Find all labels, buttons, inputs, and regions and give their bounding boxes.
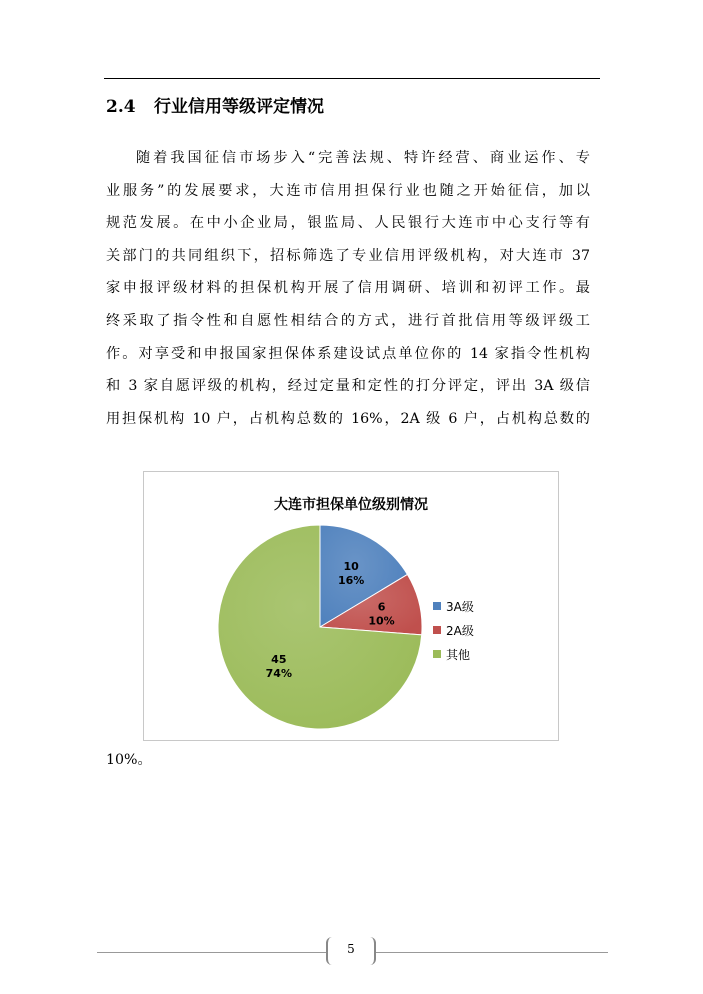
pie-chart: [143, 471, 559, 741]
legend-swatch: [433, 602, 441, 610]
chart-title: 大连市担保单位级别情况: [274, 497, 428, 513]
page-number: 5: [347, 942, 355, 956]
slice-percent-label: 74%: [265, 667, 293, 681]
paragraph-line: 规范发展。在中小企业局，银监局、人民银行大连市中心支行等有: [106, 215, 590, 232]
slice-value-label: 6: [377, 600, 386, 614]
paragraph-line: 作。对享受和申报国家担保体系建设试点单位你的 14 家指令性机构: [106, 345, 590, 362]
paragraph-line: 终采取了指令性和自愿性相结合的方式，进行首批信用等级评级工: [106, 312, 590, 329]
section-heading: [106, 92, 324, 117]
legend-label: 3A级: [446, 599, 474, 614]
paragraph-line: 和 3 家自愿评级的机构，经过定量和定性的打分评定，评出 3A 级信: [106, 378, 590, 395]
paragraph-line: 业服务”的发展要求，大连市信用担保行业也随之开始征信，加以: [106, 182, 590, 199]
slice-percent-label: 10%: [368, 614, 395, 628]
pie-chart-canvas: [144, 472, 558, 740]
slice-percent-label: 16%: [337, 573, 365, 587]
chart-legend: [433, 594, 474, 666]
legend-swatch: [433, 650, 441, 658]
page-number-box: [326, 937, 376, 967]
legend-label: 2A级: [446, 623, 474, 638]
paragraph-line: 随着我国征信市场步入“完善法规、特许经营、商业运作、专: [136, 150, 590, 166]
footer-rule-left: [97, 952, 326, 953]
paragraph-tail: 10%。: [106, 752, 152, 768]
legend-item: [433, 594, 474, 618]
legend-item: [433, 618, 474, 642]
slice-value-label: 10: [343, 559, 359, 573]
paragraph-continuation: [106, 744, 590, 777]
legend-swatch: [433, 626, 441, 634]
body-paragraph: [106, 142, 590, 435]
slice-value-label: 45: [271, 653, 287, 667]
paragraph-line: 关部门的共同组织下，招标筛选了专业信用评级机构，对大连市 37: [106, 247, 590, 264]
header-rule: [104, 78, 600, 79]
paragraph-line: 用担保机构 10 户，占机构总数的 16%，2A 级 6 户，占机构总数的: [106, 410, 590, 427]
section-number: 2.4: [106, 97, 136, 117]
paragraph-line: 家申报评级材料的担保机构开展了信用调研、培训和初评工作。最: [106, 280, 590, 297]
section-title: 行业信用等级评定情况: [154, 97, 324, 117]
footer-rule-right: [376, 952, 608, 953]
legend-label: 其他: [446, 647, 471, 662]
legend-item: [433, 642, 474, 666]
